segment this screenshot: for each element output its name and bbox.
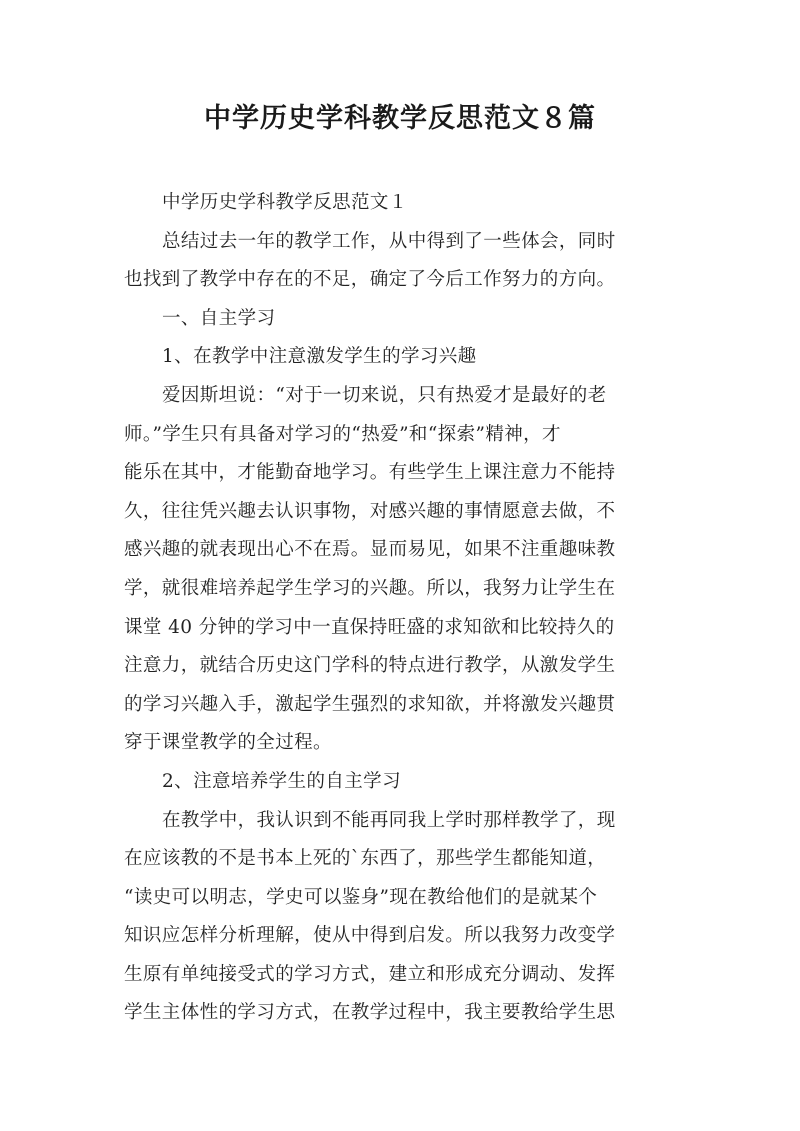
text-line: 久，往往凭兴趣去认识事物，对感兴趣的事情愿意去做，不 xyxy=(124,500,616,522)
text-line: 1、在教学中注意激发学生的学习兴趣 xyxy=(162,346,477,368)
text-line: 一、自主学习 xyxy=(162,307,276,329)
text-line: 2、注意培养学生的自主学习 xyxy=(162,770,401,792)
text-line: 知识应怎样分析理解，使从中得到启发。所以我努力改变学 xyxy=(124,925,616,947)
text-line: 中学历史学科教学反思范文１ xyxy=(162,192,408,213)
text-line: 师。”学生只有具备对学习的“热爱”和“探索”精神，才 xyxy=(124,423,561,445)
text-line: 穿于课堂教学的全过程。 xyxy=(124,732,332,754)
text-line: 的学习兴趣入手，激起学生强烈的求知欲，并将激发兴趣贯 xyxy=(124,693,616,715)
text-line: 生原有单纯接受式的学习方式，建立和形成充分调动、发挥 xyxy=(124,963,616,985)
text-line: 学，就很难培养起学生学习的兴趣。所以，我努力让学生在 xyxy=(124,577,616,599)
text-line: 爱因斯坦说：“对于一切来说，只有热爱才是最好的老 xyxy=(162,384,607,406)
text-line: 注意力，就结合历史这门学科的特点进行教学，从激发学生 xyxy=(124,655,616,677)
text-line: 课堂 40 分钟的学习中一直保持旺盛的求知欲和比较持久的 xyxy=(124,616,615,638)
text-line: 感兴趣的就表现出心不在焉。显而易见，如果不注重趣味教 xyxy=(124,539,616,561)
text-line: 在应该教的不是书本上死的`东西了，那些学生都能知道， xyxy=(124,848,607,870)
text-line: “读史可以明志，学史可以鉴身”现在教给他们的是就某个 xyxy=(124,886,598,908)
text-line: 能乐在其中，才能勤奋地学习。有些学生上课注意力不能持 xyxy=(124,462,616,484)
document-body xyxy=(124,184,696,1033)
text-line: 也找到了教学中存在的不足，确定了今后工作努力的方向。 xyxy=(124,269,616,291)
text-line: 在教学中，我认识到不能再同我上学时那样教学了，现 xyxy=(162,809,616,831)
text-line: 总结过去一年的教学工作，从中得到了一些体会，同时 xyxy=(162,230,616,252)
text-line: 学生主体性的学习方式，在教学过程中，我主要教给学生思 xyxy=(124,1002,616,1024)
document-title: 中学历史学科教学反思范文８篇 xyxy=(204,103,596,134)
